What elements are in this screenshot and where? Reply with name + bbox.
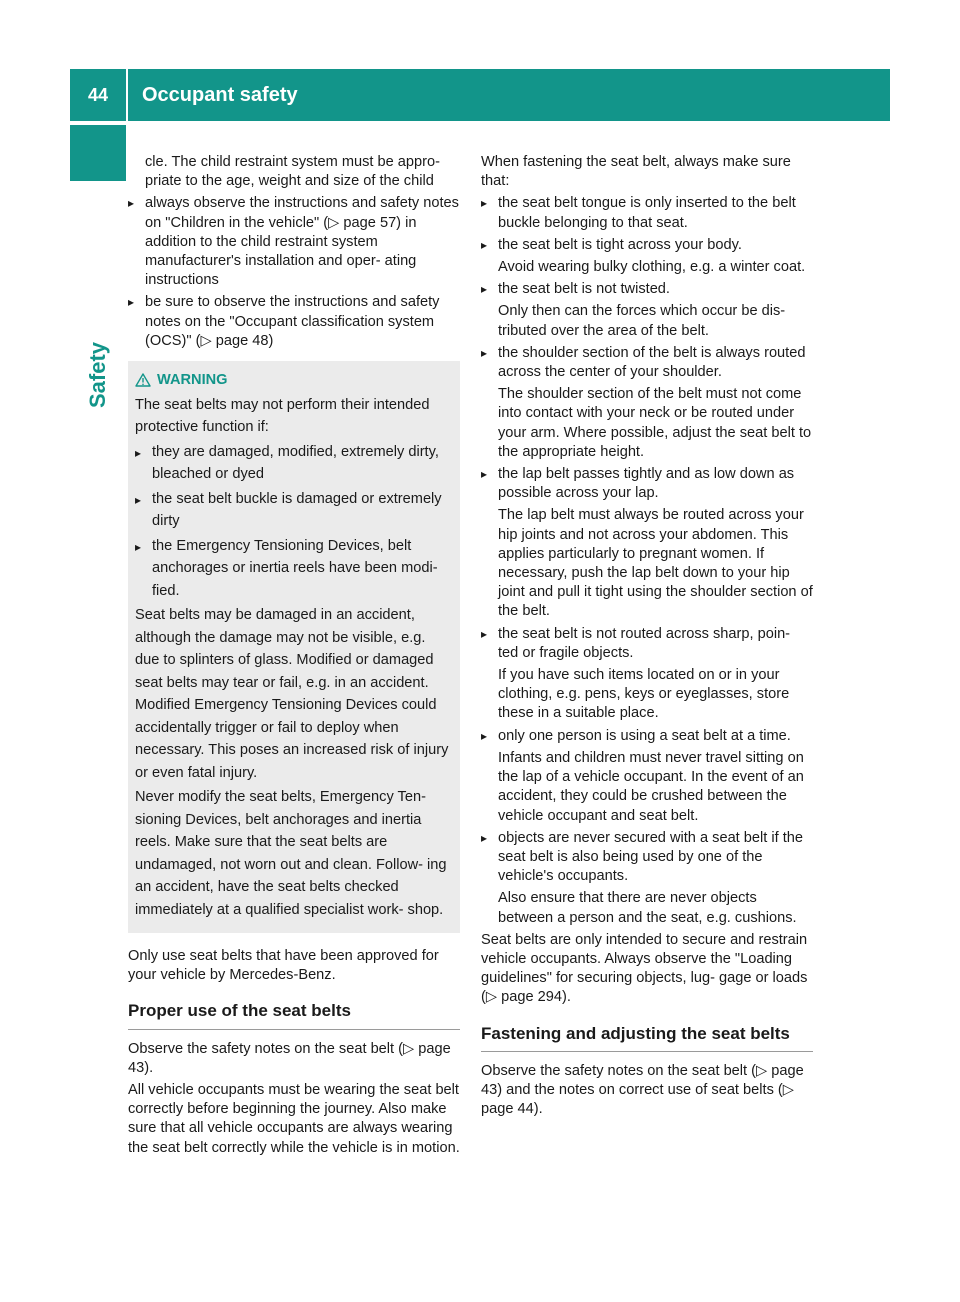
warning-box — [128, 361, 460, 933]
warning-triangle-icon — [135, 373, 151, 387]
list-item: ▸ objects are never secured with a seat belt if the seat belt is also being used by one of the vehicle's occupants. — [481, 829, 813, 887]
list-item: ▸ be sure to observe the instructions and safety notes on the "Occupant classification system (OCS)" (▷ page 48) — [128, 293, 460, 351]
section-heading-fastening: Fastening and adjusting the seat belts — [481, 1024, 813, 1052]
list-item-note: The lap belt must always be routed across your hip joints and not across your abdomen. This applies particularly to pregnant women. If necessary, push the lap belt down to your hip joint and pull it tight using the shoulder section of the belt. — [498, 507, 813, 620]
observe-paragraph-right: Observe the safety notes on the seat belt (▷ page 43) and the notes on correct use of seat belts (▷ page 44). — [481, 1062, 804, 1118]
list-item: ▸ the seat belt is not routed across sharp, poin- ted or fragile objects. — [481, 625, 813, 663]
page-number: 44 — [87, 84, 109, 105]
list-item-note: Avoid wearing bulky clothing, e.g. a winter coat. — [498, 259, 806, 276]
right-column — [481, 153, 813, 1122]
list-item-note: The shoulder section of the belt must not come into contact with your neck or be routed under your arm. Where possible, adjust the seat belt to the appropriate height. — [498, 386, 812, 460]
list-item: ▸ the lap belt passes tightly and as low down as possible across your lap. — [481, 465, 813, 503]
warning-list-item: ▸ the Emergency Tensioning Devices, belt anchorages or inertia reels have been modi- fied. — [135, 535, 452, 603]
list-item: ▸ always observe the instructions and safety notes on "Children in the vehicle" (▷ page 57) in addition to the child restraint system manufacturer's installation and oper- ating instructions — [128, 194, 460, 290]
list-item-note: Only then can the forces which occur be dis- tributed over the area of the belt. — [498, 303, 786, 339]
secure-paragraph: Seat belts are only intended to secure and restrain vehicle occupants. Always observe the "Loading guidelines" for securing objects, lug- gage or loads (▷ page 294). — [481, 931, 808, 1006]
list-item: ▸ the seat belt is not twisted. — [481, 280, 813, 299]
list-item: ▸ the seat belt tongue is only inserted to the belt buckle belonging to that seat. — [481, 194, 813, 232]
warning-paragraph: Seat belts may be damaged in an accident, although the damage may not be visible, e.g. due to splinters of glass. Modified or damaged seat belts may tear or fail, e.g. in an accident. Modified Emergency Tensioning Devices could accidentally trigger or fail to deploy when necessary. This poses an increased risk of injury or even fatal injury. — [135, 607, 449, 781]
side-section-label: Safety — [85, 341, 110, 409]
warning-intro: The seat belts may not perform their intended protective function if: — [135, 396, 430, 436]
observe-paragraph: Observe the safety notes on the seat belt (▷ page 43). — [128, 1040, 451, 1076]
section-heading-proper-use: Proper use of the seat belts — [128, 1001, 460, 1029]
header-divider — [126, 69, 128, 121]
list-item: ▸ the shoulder section of the belt is always routed across the center of your shoulder. — [481, 344, 813, 382]
list-item: ▸ the seat belt is tight across your body. — [481, 236, 813, 255]
warning-title — [135, 369, 452, 392]
list-item-note: Infants and children must never travel sitting on the lap of a vehicle occupant. In the event of an accident, they could be crushed between the vehicle occupant and seat belt. — [498, 749, 804, 824]
warning-label: WARNING — [157, 372, 228, 389]
warning-list-item: ▸ they are damaged, modified, extremely dirty, bleached or dyed — [135, 441, 452, 486]
warning-list-item: ▸ the seat belt buckle is damaged or extremely dirty — [135, 488, 452, 533]
approved-paragraph: Only use seat belts that have been approved for your vehicle by Mercedes-Benz. — [128, 948, 439, 984]
warning-paragraph: Never modify the seat belts, Emergency Ten- sioning Devices, belt anchorages and inertia reels. Make sure that the seat belts are undamaged, not worn out and clean. Follow- ing an accident, have the seat belts checked immediately at a qualified specialist work- shop. — [135, 789, 447, 918]
intro-continuation: cle. The child restraint system must be appro- priate to the age, weight and size of the child — [145, 154, 440, 190]
list-item-note: If you have such items located on or in your clothing, e.g. pens, keys or eyeglasses, store these in a suitable place. — [498, 667, 790, 722]
right-intro: When fastening the seat belt, always make sure that: — [481, 154, 791, 190]
page-title: Occupant safety — [142, 84, 298, 106]
list-item: ▸ only one person is using a seat belt at a time. — [481, 727, 813, 746]
side-tab-block — [70, 125, 126, 181]
fastening-checklist — [481, 194, 813, 927]
all-occupants-paragraph: All vehicle occupants must be wearing the seat belt correctly before beginning the journey. Also make sure that all vehicle occupants are always wearing the seat belt correctly while the vehicle is in motion. — [128, 1082, 460, 1156]
left-column — [128, 153, 460, 1161]
list-item-note: Also ensure that there are never objects between a person and the seat, e.g. cushions. — [498, 890, 797, 926]
